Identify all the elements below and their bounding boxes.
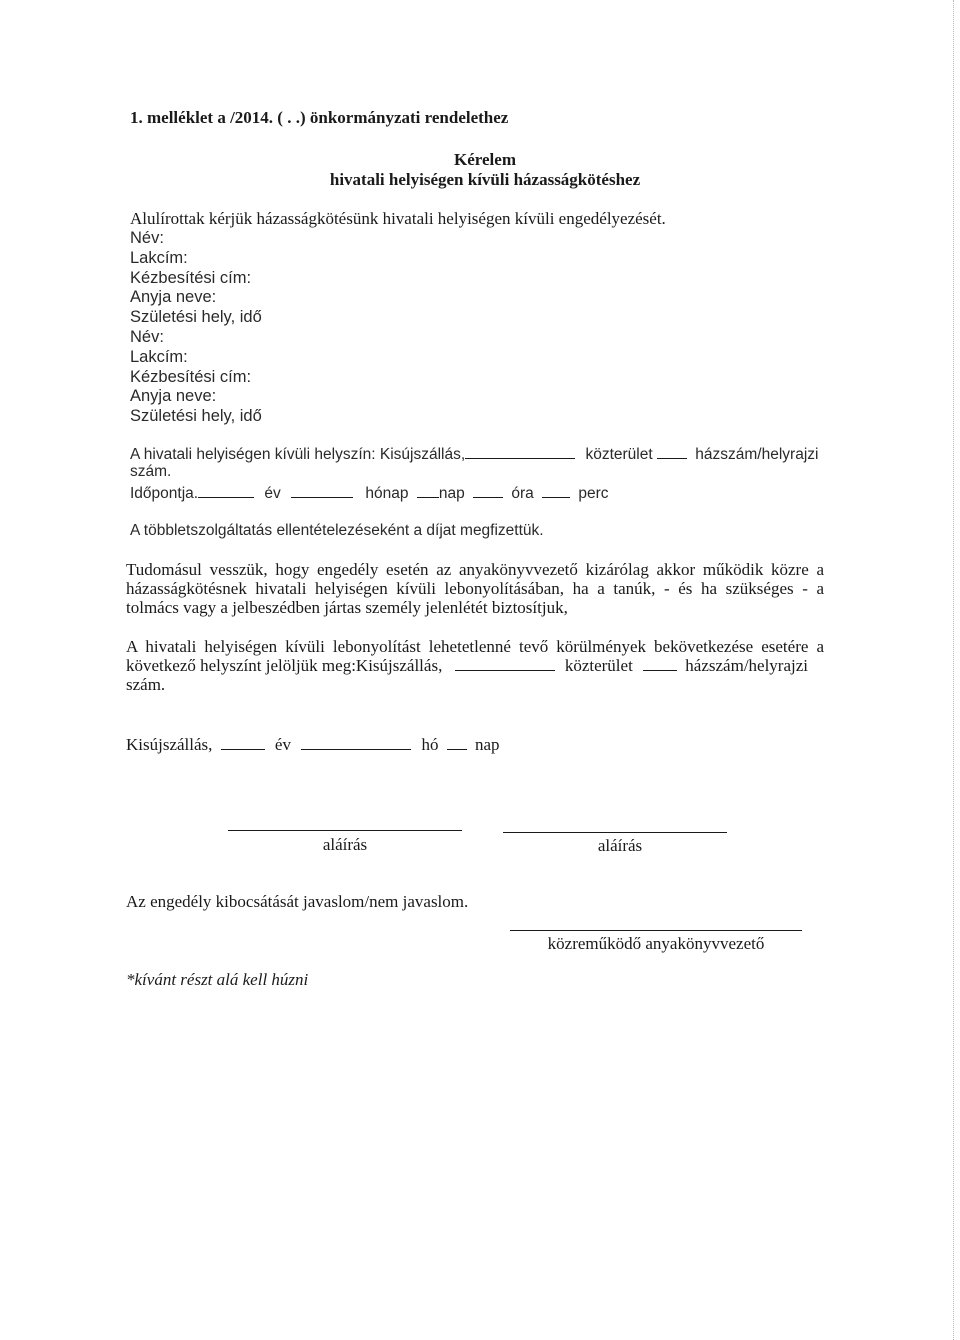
- alt-housenumber-blank[interactable]: [643, 656, 677, 671]
- date-month-blank[interactable]: [301, 735, 411, 750]
- field-label: Név:: [130, 229, 164, 247]
- date-year-blank[interactable]: [221, 735, 265, 750]
- signature-label-left: aláírás: [322, 835, 368, 854]
- field-label: Születési hely, idő: [130, 407, 262, 426]
- field-label: Lakcím:: [130, 248, 188, 267]
- perc-label: perc: [578, 485, 609, 502]
- hour-blank[interactable]: [473, 483, 503, 498]
- time-label: Időpontja.: [130, 485, 199, 502]
- person-fields: [130, 229, 262, 427]
- fee-note: A többletszolgáltatás ellentételezéseként a díjat megfizettük.: [130, 522, 544, 539]
- honap-label: hónap: [365, 485, 409, 502]
- date-line: [126, 735, 500, 755]
- nap-label: nap: [438, 485, 465, 502]
- month-blank[interactable]: [291, 483, 353, 498]
- notice-line-2: házasságkötésnek hivatali helyiségen kívüli lebonyolításában, ha a tanúk, - és ha szükséges - a: [126, 579, 824, 598]
- date-day-blank[interactable]: [447, 735, 467, 750]
- form-subtitle: hivatali helyiségen kívüli házasságkötéshez: [329, 170, 641, 189]
- alt-hazszam-label: házszám/helyrajzi: [685, 656, 809, 675]
- kozterulet-label: közterület: [585, 446, 653, 463]
- field-label: Név:: [130, 327, 164, 346]
- date-ev-label: év: [274, 735, 291, 754]
- registrar-signature-line[interactable]: [510, 930, 802, 931]
- alt-kozterulet-label: közterület: [564, 656, 633, 675]
- location-prefix: A hivatali helyiségen kívüli helyszín: Kisújszállás,: [130, 446, 466, 463]
- alternative-line-3: szám.: [126, 675, 166, 694]
- hazszam-label: házszám/helyrajzi: [695, 446, 819, 463]
- alternative-prefix: következő helyszínt jelöljük meg:Kisújszállás,: [126, 656, 443, 675]
- form-title: Kérelem: [454, 150, 516, 169]
- date-place: Kisújszállás,: [126, 735, 213, 754]
- housenumber-blank[interactable]: [657, 444, 687, 459]
- registrar-label: közreműködő anyakönyvvezető: [547, 934, 765, 953]
- notice-line-3: tolmács vagy a jelbeszédben jártas személy jelenlétét biztosítjuk,: [126, 598, 568, 617]
- field-label: Születési hely, idő: [130, 308, 262, 327]
- alternative-line-1: A hivatali helyiségen kívüli lebonyolítást lehetetlenné tevő körülmények bekövetkezése esetére a: [126, 637, 824, 656]
- footnote: *kívánt részt alá kell húzni: [126, 970, 309, 989]
- notice-line-1: Tudomásul vesszük, hogy engedély esetén az anyakönyvvezető kizárólag akkor működik közre a: [126, 560, 824, 579]
- date-nap-label: nap: [474, 735, 500, 754]
- date-ho-label: hó: [421, 735, 439, 754]
- field-label: Anyja neve:: [130, 387, 217, 406]
- location-szam: szám.: [130, 463, 172, 480]
- signature-line-right[interactable]: [503, 832, 727, 833]
- location-line: [130, 444, 818, 464]
- signature-line-left[interactable]: [228, 830, 462, 831]
- day-blank[interactable]: [417, 483, 439, 498]
- ora-label: óra: [511, 485, 534, 502]
- ev-label: év: [264, 485, 281, 502]
- recommendation-text: Az engedély kibocsátását javaslom/nem javaslom.: [126, 892, 469, 911]
- scan-edge: [953, 0, 954, 1340]
- street-blank[interactable]: [465, 444, 575, 459]
- alt-street-blank[interactable]: [455, 656, 555, 671]
- field-label: Anyja neve:: [130, 288, 217, 307]
- year-blank[interactable]: [198, 483, 254, 498]
- alternative-line-2: [126, 656, 808, 675]
- signature-label-right: aláírás: [597, 836, 643, 855]
- annex-header: 1. melléklet a /2014. ( . .) önkormányzati rendelethez: [130, 108, 509, 127]
- field-label: Kézbesítési cím:: [130, 367, 252, 386]
- intro-text: Alulírottak kérjük házasságkötésünk hivatali helyiségen kívüli engedélyezését.: [130, 209, 666, 228]
- field-label: Lakcím:: [130, 347, 188, 366]
- minute-blank[interactable]: [542, 483, 570, 498]
- time-line: [130, 483, 609, 503]
- field-label: Kézbesítési cím:: [130, 268, 252, 287]
